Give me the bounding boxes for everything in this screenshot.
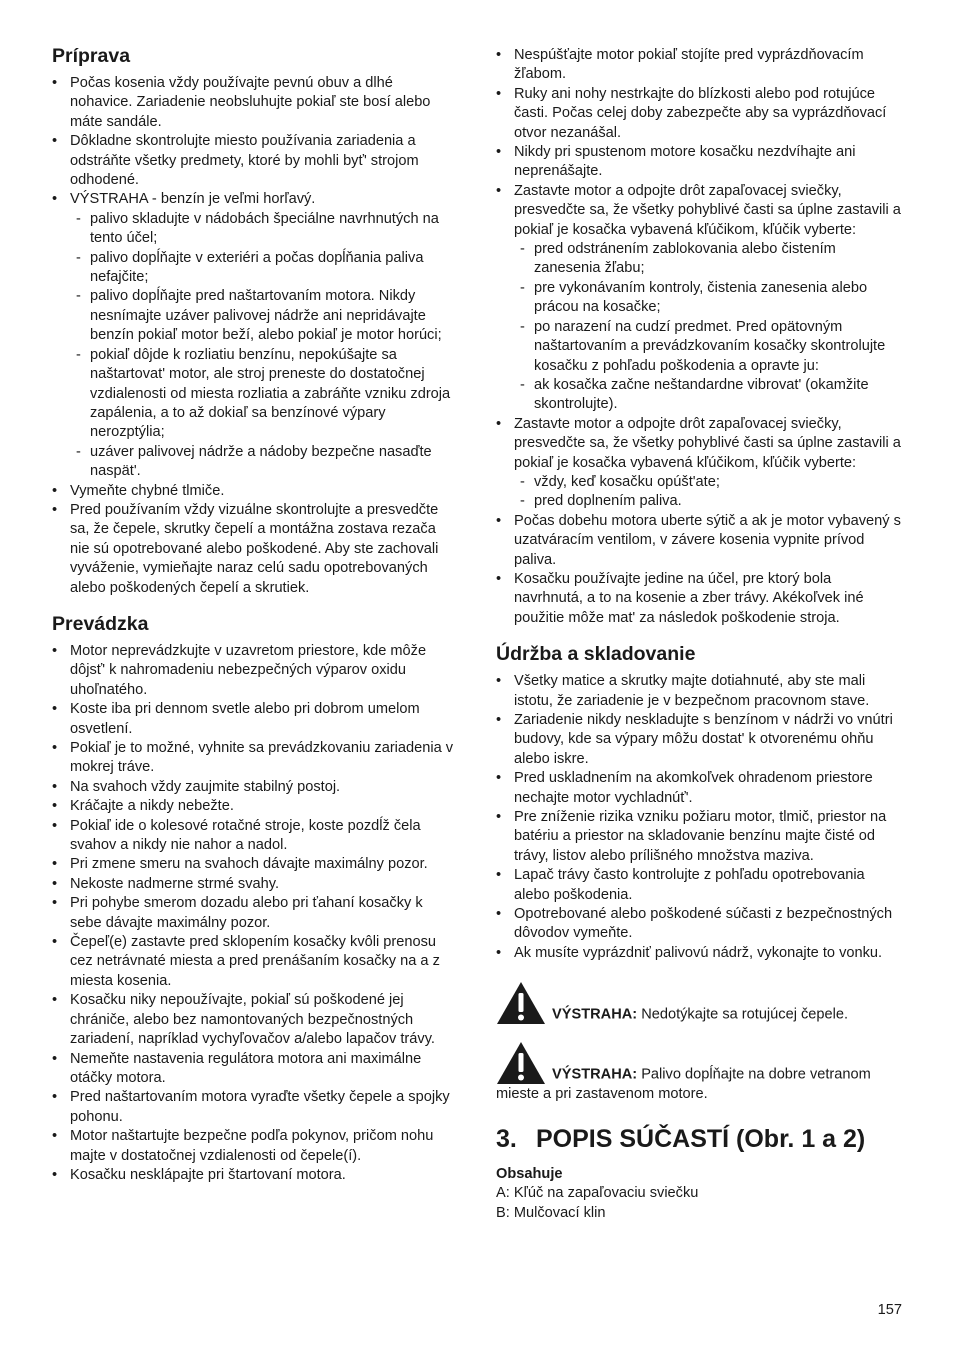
list-item: [496, 182, 904, 415]
sub-list: [514, 473, 904, 512]
list-item: • Pred uskladnením na akomkoľvek ohradenom priestore nechajte motor vychladnúť'.: [496, 769, 904, 808]
sub-list-item: - uzáver palivovej nádrže a nádoby bezpečne nasaďte naspät'.: [70, 443, 456, 482]
sub-list-item: - palivo dopĺňajte v exteriéri a počas dopĺňania paliva nefajčite;: [70, 249, 456, 288]
udrzba-list: [496, 672, 904, 963]
sub-list-item: - pre vykonávaním kontroly, čistenia zanesenia alebo prácou na kosačke;: [514, 279, 904, 318]
list-item: • Zariadenie nikdy neskladujte s benzínom v nádrži vo vnútri budovy, kde sa výpary môžu dostat' k otvorenému ohňu alebo iskre.: [496, 711, 904, 769]
list-item: • Na svahoch vždy zaujmite stabilný postoj.: [52, 778, 456, 797]
contents-item: B: Mulčovací klin: [496, 1204, 606, 1221]
warning-label: VÝSTRAHA:: [552, 1066, 638, 1083]
sub-list-item: - palivo skladujte v nádobách špeciálne navrhnutých na tento účel;: [70, 210, 456, 249]
contents-label: Obsahuje: [496, 1165, 563, 1182]
sub-list-item: - pred doplnením paliva.: [514, 492, 904, 511]
sub-list: [70, 210, 456, 482]
list-item: • Ak musíte vyprázdniť palivovú nádrž, vykonajte to vonku.: [496, 944, 904, 963]
list-item: • Všetky matice a skrutky majte dotiahnuté, aby ste mali istotu, že zariadenie je v bezpečnom pracovnom stave.: [496, 672, 904, 711]
list-item: • Motor neprevádzkujte v uzavretom priestore, kde môže dôjsť' k nahromadeniu nebezpečných výparov oxidu uhoľnatého.: [52, 642, 456, 700]
warning-block: [496, 981, 904, 1025]
list-item: • Ruky ani nohy nestrkajte do blízkosti alebo pod rotujúce časti. Počas celej doby zabezpečte aby sa vyprázdňovací otvor nezanášal.: [496, 85, 904, 143]
section-3-heading: [496, 1123, 904, 1155]
list-item: • Pri pohybe smerom dozadu alebo pri ťahaní kosačky k sebe dávajte maximálny pozor.: [52, 894, 456, 933]
prevadzka-list-continued: [496, 46, 904, 628]
list-item: • Pri zmene smeru na svahoch dávajte maximálny pozor.: [52, 855, 456, 874]
warning-label: VÝSTRAHA:: [552, 1006, 638, 1023]
list-item: [496, 415, 904, 512]
list-item: • Opotrebované alebo poškodené súčasti z bezpečnostných dôvodov vymeňte.: [496, 905, 904, 944]
list-item: • Počas kosenia vždy používajte pevnú obuv a dlhé nohavice. Zariadenie neobsluhujte pokiaľ ste bosí alebo máte sandále.: [52, 74, 456, 132]
warning-icon: [496, 1041, 546, 1085]
list-item: • Nikdy pri spustenom motore kosačku nezdvíhajte ani neprenášajte.: [496, 143, 904, 182]
sub-list-item: - vždy, keď kosačku opúšt'ate;: [514, 473, 904, 492]
sub-list-item: - po narazení na cudzí predmet. Pred opätovným naštartovaním a prevádzkovaním kosačky skontrolujte kosačku z pohľadu poškodenia a opravte ju:: [514, 318, 904, 376]
list-item: • Pokiaľ je to možné, vyhnite sa prevádzkovaniu zariadenia v mokrej tráve.: [52, 739, 456, 778]
list-item: • Nespúšťajte motor pokiaľ stojíte pred vyprázdňovacím žľabom.: [496, 46, 904, 85]
list-item: • Nekoste nadmerne strmé svahy.: [52, 875, 456, 894]
list-item: • Kosačku nesklápajte pri štartovaní motora.: [52, 1166, 456, 1185]
sub-list-item: - ak kosačka začne neštandardne vibrovat' (okamžite skontrolujte).: [514, 376, 904, 415]
warning-text: Palivo dopĺňajte na dobre vetranom mieste a pri zastavenom motore.: [496, 1066, 871, 1103]
warning-icon: [496, 981, 546, 1025]
section-title-prevadzka: Prevádzka: [52, 612, 149, 635]
list-item: • Pred naštartovaním motora vyraďte všetky čepele a spojky pohonu.: [52, 1088, 456, 1127]
list-item: • Pokiaľ ide o kolesové rotačné stroje, koste pozdĺž čela svahov a nikdy nie nahor a nadol.: [52, 817, 456, 856]
list-item: • Motor naštartujte bezpečne podľa pokynov, pričom nohu majte v dostatočnej vzdialenosti od čepele(í).: [52, 1127, 456, 1166]
contents-item: A: Kľúč na zapaľovaciu sviečku: [496, 1185, 699, 1202]
list-item: • Čepeľ(e) zastavte pred sklopením kosačky kvôli prenosu cez netrávnaté miesta a pred prenášaním kosačky na a z miesta kosenia.: [52, 933, 456, 991]
list-item-text: Zastavte motor a odpojte drôt zapaľovacej sviečky, presvedčte sa, že všetky pohyblivé časti sa úplne zastavili a pokiaľ je kosačka vybavená kľúčikom, kľúčik vyberte:: [514, 415, 901, 471]
list-item: • Kosačku niky nepoužívajte, pokiaľ sú poškodené jej chrániče, alebo bez namontovaných bezpečnostných zariadení, napríklad vychyľovačov a/alebo lapačov trávy.: [52, 991, 456, 1049]
list-item: • Pred používaním vždy vizuálne skontrolujte a presvedčte sa, že čepele, skrutky čepelí a montážna zostava rezača nie sú opotrebované alebo poškodené. Aby ste zachovali vyváženie, vymieňajte naraz celú sadu opotrebovaných alebo poškodených čepelí a skrutiek.: [52, 501, 456, 598]
list-item: • Koste iba pri dennom svetle alebo pri dobrom umelom osvetlení.: [52, 700, 456, 739]
list-item: • Pre zníženie rizika vzniku požiaru motor, tlmič, priestor na batériu a priestor na skladovanie benzínu majte čisté od trávy, listov alebo prílišného množstva maziva.: [496, 808, 904, 866]
list-item: • Počas dobehu motora uberte sýtič a ak je motor vybavený s uzatváracím ventilom, v závere kosenia vypnite prívod paliva.: [496, 512, 904, 570]
list-item: • Dôkladne skontrolujte miesto používania zariadenia a odstráňte všetky predmety, ktoré by mohli byť' strojom odhodené.: [52, 132, 456, 190]
sub-list: [514, 240, 904, 415]
list-item: • Vymeňte chybné tlmiče.: [52, 482, 456, 501]
section-title-priprava: Príprava: [52, 45, 131, 67]
page-number: 157: [877, 1302, 902, 1318]
section-title: POPIS SÚČASTÍ (Obr. 1 a 2): [536, 1124, 866, 1153]
right-column: [496, 46, 904, 1223]
list-item: [52, 190, 456, 481]
list-item: • Kráčajte a nikdy nebežte.: [52, 797, 456, 816]
sub-list-item: - pred odstránením zablokovania alebo čistením zanesenia žľabu;: [514, 240, 904, 279]
list-item-text: Zastavte motor a odpojte drôt zapaľovacej sviečky, presvedčte sa, že všetky pohyblivé časti sa úplne zastavili a pokiaľ je kosačka vybavená kľúčikom, kľúčik vyberte:: [514, 182, 901, 238]
list-item: • Kosačku používajte jedine na účel, pre ktorý bola navrhnutá, a to na kosenie a zber trávy. Akékoľvek iné použitie môže mat' za následok poškodenie stroja.: [496, 570, 904, 628]
sub-list-item: - palivo dopĺňajte pred naštartovaním motora. Nikdy nesnímajte uzáver palivovej nádrže ani nepridávajte benzín pokiaľ motor beží, alebo pokiaľ je motor horúci;: [70, 287, 456, 345]
priprava-list: [52, 74, 456, 598]
list-item: • Lapač trávy často kontrolujte z pohľadu opotrebovania alebo poškodenia.: [496, 866, 904, 905]
warning-text: Nedotýkajte sa rotujúcej čepele.: [637, 1006, 849, 1023]
sub-list-item: - pokiaľ dôjde k rozliatiu benzínu, nepokúšajte sa naštartovat' motor, ale stroj preneste do dostatočnej vzdialenosti od miesta rozliatia a zabráňte vzniku zdroja zapálenia, a to až dokiaľ sa benzínové výpary nerozptýlia;: [70, 346, 456, 443]
left-column: [52, 44, 456, 1185]
prevadzka-list: [52, 642, 456, 1185]
warning-block: [496, 1041, 904, 1104]
list-item-text: VÝSTRAHA - benzín je veľmi horľavý.: [70, 191, 316, 208]
list-item: • Nemeňte nastavenia regulátora motora ani maximálne otáčky motora.: [52, 1050, 456, 1089]
section-title-udrzba: Údržba a skladovanie: [496, 643, 696, 666]
section-number: 3.: [496, 1124, 517, 1153]
